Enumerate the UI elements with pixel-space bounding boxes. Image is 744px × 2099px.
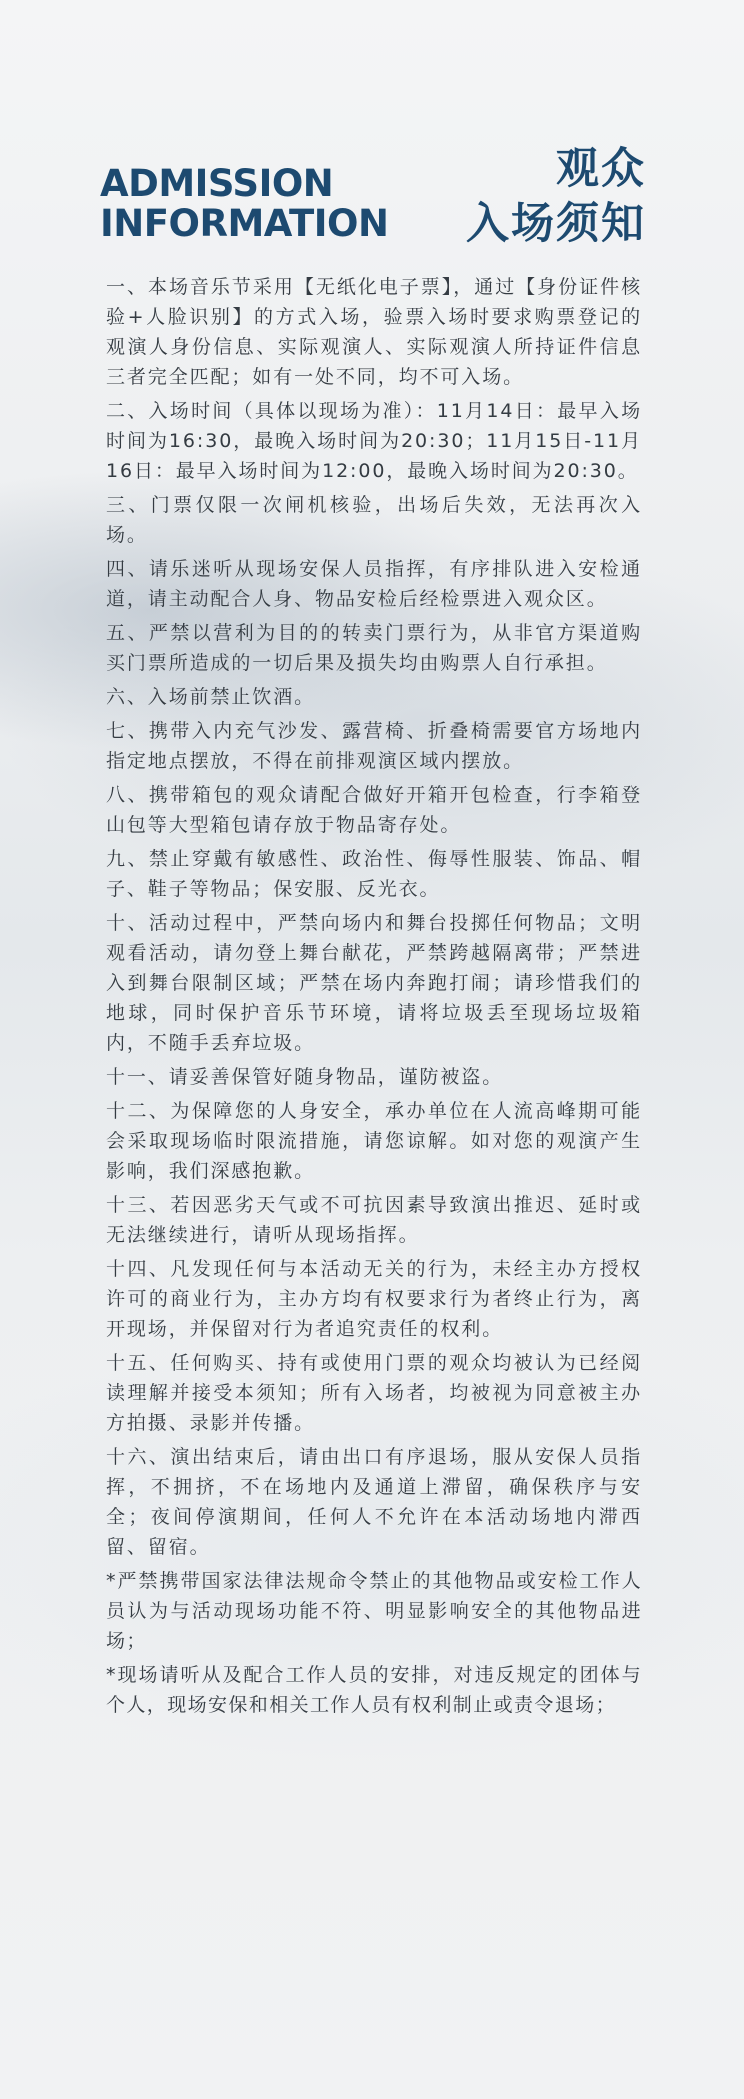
- rule-6: 六、入场前禁止饮酒。: [106, 686, 316, 708]
- rule-5: 五、严禁以营利为目的的转卖门票行为，从非官方渠道购买门票所造成的一切后果及损失均由购票人自行承担。: [106, 622, 642, 674]
- title-english: [100, 164, 388, 244]
- rule-1: 一、本场音乐节采用【无纸化电子票】，通过【身份证件核验+人脸识别】的方式入场，验票入场时要求购票登记的观演人身份信息、实际观演人、实际观演人所持证件信息三者完全匹配；如有一处不同，均不可入场。: [106, 276, 642, 388]
- note-2: *现场请听从及配合工作人员的安排，对违反规定的团体与个人，现场安保和相关工作人员有权利制止或责令退场；: [106, 1664, 642, 1716]
- rule-12: 十二、为保障您的人身安全，承办单位在人流高峰期可能会采取现场临时限流措施，请您谅解。如对您的观演产生影响，我们深感抱歉。: [106, 1100, 642, 1182]
- rule-2: 二、入场时间（具体以现场为准）：11月14日：最早入场时间为16:30，最晚入场时间为20:30；11月15日-11月16日：最早入场时间为12:00，最晚入场时间为20:30。: [106, 400, 642, 482]
- rule-3: 三、门票仅限一次闸机核验，出场后失效，无法再次入场。: [106, 494, 642, 546]
- rule-11: 十一、请妥善保管好随身物品，谨防被盗。: [106, 1066, 504, 1088]
- title-chinese-line1: 观众: [556, 144, 646, 194]
- header: [100, 142, 646, 252]
- title-english-line1: ADMISSION: [100, 162, 334, 205]
- rule-15: 十五、任何购买、持有或使用门票的观众均被认为已经阅读理解并接受本须知；所有入场者，均被视为同意被主办方拍摄、录影并传播。: [106, 1352, 642, 1434]
- rule-13: 十三、若因恶劣天气或不可抗因素导致演出推迟、延时或无法继续进行，请听从现场指挥。: [106, 1194, 642, 1246]
- rule-16: 十六、演出结束后，请由出口有序退场，服从安保人员指挥，不拥挤，不在场地内及通道上滞留，确保秩序与安全；夜间停演期间，任何人不允许在本活动场地内滞西留、留宿。: [106, 1446, 642, 1558]
- rule-9: 九、禁止穿戴有敏感性、政治性、侮辱性服装、饰品、帽子、鞋子等物品；保安服、反光衣。: [106, 848, 642, 900]
- rules-list: [106, 272, 642, 1724]
- rule-4: 四、请乐迷听从现场安保人员指挥，有序排队进入安检通道，请主动配合人身、物品安检后经检票进入观众区。: [106, 558, 642, 610]
- rule-10: 十、活动过程中，严禁向场内和舞台投掷任何物品；文明观看活动，请勿登上舞台献花，严禁跨越隔离带；严禁进入到舞台限制区域；严禁在场内奔跑打闹；请珍惜我们的地球，同时保护音乐节环境，请将垃圾丢至现场垃圾箱内，不随手丢弃垃圾。: [106, 912, 642, 1054]
- note-1: *严禁携带国家法律法规命令禁止的其他物品或安检工作人员认为与活动现场功能不符、明显影响安全的其他物品进场；: [106, 1570, 642, 1652]
- rule-8: 八、携带箱包的观众请配合做好开箱开包检查，行李箱登山包等大型箱包请存放于物品寄存处。: [106, 784, 642, 836]
- title-chinese-line2: 入场须知: [466, 199, 646, 249]
- rule-14: 十四、凡发现任何与本活动无关的行为，未经主办方授权许可的商业行为，主办方均有权要求行为者终止行为，离开现场，并保留对行为者追究责任的权利。: [106, 1258, 642, 1340]
- title-chinese: [466, 142, 646, 252]
- rule-7: 七、携带入内充气沙发、露营椅、折叠椅需要官方场地内指定地点摆放，不得在前排观演区域内摆放。: [106, 720, 642, 772]
- title-english-line2: INFORMATION: [100, 202, 389, 245]
